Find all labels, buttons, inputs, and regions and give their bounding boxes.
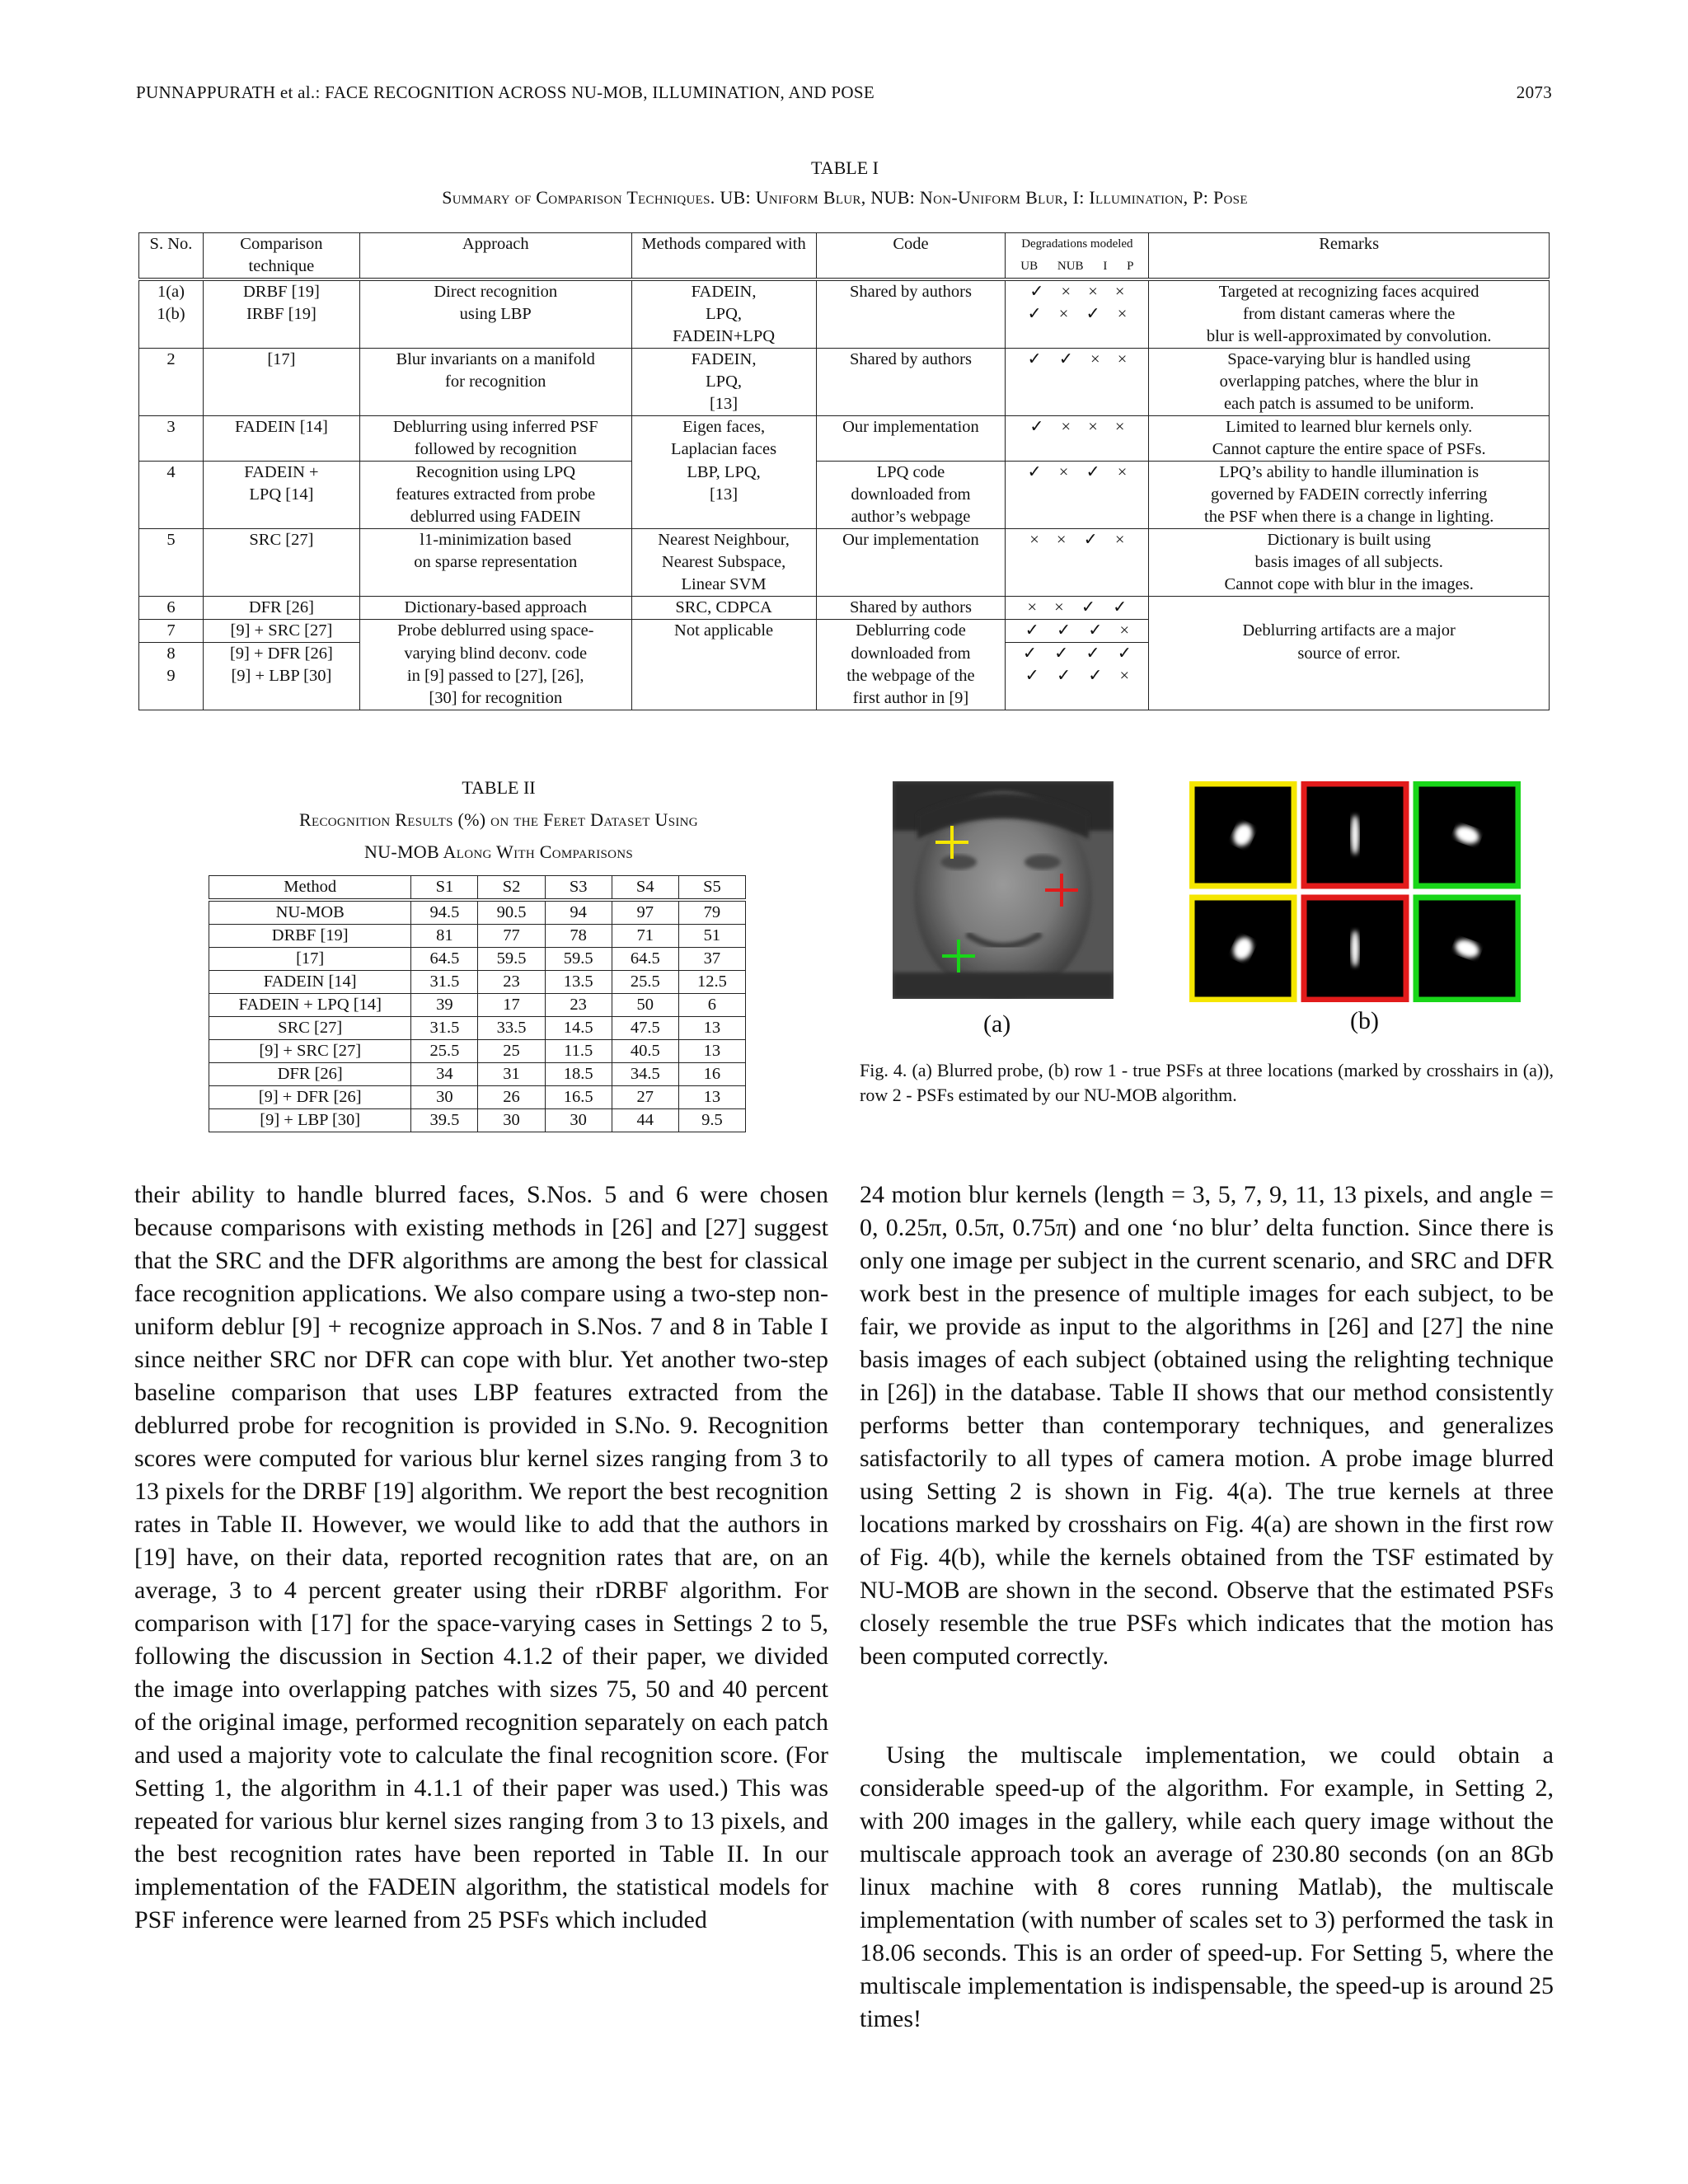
table1-container [138,232,1550,710]
cell-degradations [1006,620,1149,643]
table2-value-cell: 47.5 [612,1017,678,1040]
cell-remarks-text: Dictionary is built using basis images of all subjects. Cannot cope with blur in the images. [1224,531,1474,593]
psf-estimated-green [1416,898,1518,1000]
table1-row [139,687,1550,710]
cell-remarks [1149,687,1550,710]
cell-sno-text: 1(a) 1(b) [157,283,185,323]
table2-value-cell: 64.5 [612,948,678,971]
degradation-marks: × × ✓ × [1029,531,1125,549]
table2-value-cell: 25.5 [612,971,678,994]
cell-code-text: Shared by authors [849,350,972,368]
table2-value-cell: 77 [478,925,545,948]
table2-value-cell: 17 [478,994,545,1017]
cell-technique [203,643,359,666]
figure4-caption: Fig. 4. (a) Blurred probe, (b) row 1 - true PSFs at three locations (marked by crosshairs in (a)), row 2 - PSFs estimated by our NU-MOB algorithm. [860,1060,1554,1105]
table1-row [139,643,1550,666]
table2-value-cell: 39.5 [411,1109,478,1132]
table2-col-header: S3 [545,876,612,901]
cell-code [816,279,1006,349]
table1-row [139,279,1550,349]
cell-methods-text: Not applicable [674,621,774,640]
cell-methods-text: SRC, CDPCA [675,598,772,616]
th-deg-cols [1010,255,1143,278]
cell-methods [631,687,816,710]
cell-methods [631,462,816,529]
cell-methods-text: FADEIN, LPQ, [13] [691,350,757,413]
cell-degradations [1006,597,1149,620]
table2-value-cell: 26 [478,1086,545,1109]
psf-true-red [1304,784,1406,886]
cell-sno-text: 5 [166,531,176,549]
table2-value-cell: 13 [678,1017,745,1040]
cell-remarks [1149,643,1550,666]
cell-methods [631,279,816,349]
th-technique-label: Comparison technique [240,235,323,275]
cell-degradations [1006,416,1149,462]
table2-method-cell: SRC [27] [209,1017,411,1040]
blurred-face-photo [893,781,1114,999]
cell-sno-text: 4 [166,463,176,481]
table2-row [209,1086,746,1109]
cell-degradations [1006,279,1149,349]
figure4-label-b: (b) [1350,1007,1379,1034]
table2-value-cell: 34.5 [612,1063,678,1086]
cell-code [816,687,1006,710]
table1 [138,232,1550,710]
figure4b-psf-grid [1189,781,1521,1002]
cell-remarks-text: source of error. [1297,644,1400,663]
cell-degradations [1006,643,1149,666]
table1-row [139,462,1550,529]
table2-value-cell: 94 [545,900,612,925]
cell-methods-text: LBP, LPQ, [13] [687,462,761,504]
cell-methods [631,416,816,462]
running-title: PUNNAPPURATH et al.: FACE RECOGNITION ACROSS NU-MOB, ILLUMINATION, AND POSE [136,82,874,102]
table2-method-cell: NU-MOB [209,900,411,925]
th-methods: Methods compared with [631,233,816,280]
table2-value-cell: 59.5 [545,948,612,971]
cell-code [816,416,1006,462]
right-column-para1: 24 motion blur kernels (length = 3, 5, 7, 9, 11, 13 pixels, and angle = 0, 0.25π, 0.5π, 0.75π) and one ‘no blur’ delta function. Since there is only one image per subject in the current scenario, and SRC and DFR work best in the presence of multiple images for each subject, to be fair, we provide as input to the algorithms in [26] and [27] the nine basis images of each subject (obtained using the relighting technique in [26]) in the database. Table II shows that our method consistently performs better than contemporary techniques, and generalizes satisfactorily to all types of camera motion. A probe image blurred using Setting 2 is shown in Fig. 4(a). The true kernels at three locations marked by crosshairs on Fig. 4(a) are shown in the first row of Fig. 4(b), while the kernels obtained from the TSF estimated by NU-MOB are shown in the second. Observe that the estimated PSFs closely resemble the true PSFs which indicates that the motion has been computed correctly. [860,1181,1554,1670]
running-header [136,82,1552,107]
table2-value-cell: 16.5 [545,1086,612,1109]
cell-technique-text: [17] [267,350,296,368]
table2-row [209,948,746,971]
cell-sno [139,687,204,710]
cell-technique-text: [9] + LBP [30] [231,667,332,685]
degradation-marks: × × ✓ ✓ [1027,598,1128,616]
table2-row [209,1063,746,1086]
cell-code-text: Our implementation [842,531,979,549]
table2-value-cell: 11.5 [545,1040,612,1063]
table2-row [209,971,746,994]
cell-sno-text: 9 [166,667,176,685]
table2-col-header: S4 [612,876,678,901]
table1-row [139,529,1550,597]
table2-row [209,1017,746,1040]
cell-technique [203,597,359,620]
cell-sno [139,349,204,416]
cell-sno [139,597,204,620]
cell-sno [139,529,204,597]
figure4-label-a: (a) [983,1010,1011,1038]
cell-code-text: the webpage of the [846,667,975,685]
cell-code-text: Shared by authors [849,598,972,616]
table2-value-cell: 90.5 [478,900,545,925]
crosshair-red-icon [1045,874,1078,907]
cell-remarks-text: Deblurring artifacts are a major [1242,621,1456,640]
cell-code [816,643,1006,666]
cell-remarks [1149,279,1550,349]
table2-container [209,875,746,1132]
cell-code-text: LPQ code downloaded from author’s webpage [851,463,971,526]
cell-approach-text: [30] for recognition [429,689,563,707]
table2-value-cell: 31.5 [411,1017,478,1040]
cell-code-text: Our implementation [842,418,979,436]
table2-method-cell: FADEIN + LPQ [14] [209,994,411,1017]
table2-value-cell: 13.5 [545,971,612,994]
table2-method-cell: [9] + SRC [27] [209,1040,411,1063]
cell-approach-text: varying blind deconv. code [404,644,588,663]
cell-sno [139,620,204,643]
table1-body [139,279,1550,710]
table2-col-header: S2 [478,876,545,901]
cell-remarks-text: Targeted at recognizing faces acquired from distant cameras where the blur is well-approximated by convolution. [1206,283,1492,345]
table1-row [139,416,1550,462]
cell-remarks-text: Limited to learned blur kernels only. Cannot capture the entire space of PSFs. [1212,418,1486,458]
table2-method-cell: DFR [26] [209,1063,411,1086]
cell-approach-text: Dictionary-based approach [404,598,587,616]
psf-estimated-yellow [1192,898,1294,1000]
table2-method-cell: [9] + LBP [30] [209,1109,411,1132]
degradation-marks: ✓ × × × [1029,283,1125,301]
table2-row [209,900,746,925]
cell-approach-text: Direct recognition using LBP [434,283,558,323]
table2-col-header: S5 [678,876,745,901]
cell-approach [359,620,631,643]
crosshair-green-icon [942,940,975,972]
table2-value-cell: 79 [678,900,745,925]
table2-value-cell: 14.5 [545,1017,612,1040]
th-code: Code [816,233,1006,280]
cell-methods-text: Eigen faces, Laplacian faces [671,418,777,458]
cell-approach-text: Blur invariants on a manifold for recognition [396,350,595,391]
psf-true-green [1416,784,1518,886]
table2-value-cell: 12.5 [678,971,745,994]
table2-col-header: Method [209,876,411,901]
cell-remarks [1149,529,1550,597]
table2-caption-line2: NU-MOB Along With Comparisons [363,841,634,862]
cell-technique-text: DRBF [19] IRBF [19] [242,283,320,323]
table1-caption: Summary of Comparison Techniques. UB: Uniform Blur, NUB: Non-Uniform Blur, I: Illumination, P: Pose [442,187,1248,208]
cell-approach [359,665,631,687]
table2-value-cell: 27 [612,1086,678,1109]
cell-remarks [1149,665,1550,687]
cell-technique [203,416,359,462]
cell-methods [631,665,816,687]
cell-sno-text: 3 [166,418,176,436]
cell-approach [359,349,631,416]
table1-row [139,349,1550,416]
left-column-text: their ability to handle blurred faces, S.Nos. 5 and 6 were chosen because comparisons with existing methods in [26] and [27] suggest that the SRC and the DFR algorithms are among the best for classical face recognition applications. We also compare using a two-step non-uniform deblur [9] + recognize approach in S.Nos. 7 and 8 in Table I since neither SRC nor DFR can cope with blur. Yet another two-step baseline comparison that uses LBP features extracted from the deblurred probe for recognition is provided in S.No. 9. Recognition scores were computed for various blur kernel sizes ranging from 3 to 13 pixels for the DRBF [19] algorithm. We report the best recognition rates in Table II. However, we would like to add that the authors in [19] have, on their data, reported recognition rates that are, on an average, 3 to 4 percent greater using their rDRBF algorithm. For comparison with [17] for the space-varying cases in Settings 2 to 5, following the discussion in Section 4.1.2 of their paper, we divided the image into overlapping patches with sizes 75, 50 and 40 percent of the original image, performed recognition separately on each patch and used a majority vote to calculate the final recognition score. (For Setting 1, the algorithm in 4.1.1 of their paper was used.) This was repeated for various blur kernel sizes ranging from 3 to 13 pixels, and the best recognition rates have been reported in Table II. In our implementation of the FADEIN algorithm, the statistical models for PSF inference were learned from 25 PSFs which included [134,1181,828,1933]
cell-code-text: Deblurring code [856,621,966,640]
cell-code [816,462,1006,529]
cell-sno-text: 6 [166,598,176,616]
table2-value-cell: 25.5 [411,1040,478,1063]
table2-row [209,1040,746,1063]
table2-value-cell: 71 [612,925,678,948]
table2-body [209,900,746,1132]
table2-value-cell: 30 [545,1109,612,1132]
table2-value-cell: 16 [678,1063,745,1086]
cell-degradations [1006,687,1149,710]
th-sno [139,233,204,280]
cell-approach [359,529,631,597]
table2-caption-line1: Recognition Results (%) on the Feret Dataset Using [299,809,698,830]
table2-value-cell: 51 [678,925,745,948]
cell-methods [631,597,816,620]
cell-technique-text: DFR [26] [248,598,314,616]
cell-code [816,665,1006,687]
cell-approach-text: in [9] passed to [27], [26], [406,667,584,685]
cell-sno [139,462,204,529]
psf-true-yellow [1192,784,1294,886]
cell-approach [359,643,631,666]
cell-methods-text: Nearest Neighbour, Nearest Subspace, Linear SVM [658,531,790,593]
cell-code-text: downloaded from [851,644,971,663]
cell-approach [359,279,631,349]
table2-caption-block [136,771,861,868]
table2-value-cell: 50 [612,994,678,1017]
cell-remarks-text: LPQ’s ability to handle illumination is governed by FADEIN correctly inferring the PSF when there is a change in lighting. [1204,463,1494,526]
table2-value-cell: 18.5 [545,1063,612,1086]
cell-technique [203,462,359,529]
table2-value-cell: 9.5 [678,1109,745,1132]
cell-code [816,349,1006,416]
th-sno-label: S. No. [149,235,193,253]
cell-sno [139,416,204,462]
th-deg-i: I [1103,260,1108,273]
cell-approach [359,416,631,462]
cell-methods [631,620,816,643]
cell-technique-text: FADEIN [14] [234,418,328,436]
cell-approach-text: Recognition using LPQ features extracted from probe deblurred using FADEIN [396,463,596,526]
th-technique [203,233,359,280]
table2-method-cell: [17] [209,948,411,971]
degradation-marks: ✓ × ✓ × [1027,305,1128,323]
cell-code-text: Shared by authors [849,283,972,301]
cell-sno-text: 2 [166,350,176,368]
table2-value-cell: 81 [411,925,478,948]
cell-technique [203,665,359,687]
table2-value-cell: 97 [612,900,678,925]
table1-row [139,620,1550,643]
cell-methods [631,643,816,666]
th-degradations [1006,233,1149,280]
cell-remarks [1149,462,1550,529]
cell-sno [139,665,204,687]
cell-sno [139,643,204,666]
table2-value-cell: 30 [411,1086,478,1109]
cell-technique-text: [9] + DFR [26] [229,644,333,663]
table1-label: TABLE I [811,157,879,178]
cell-technique [203,529,359,597]
cell-degradations [1006,529,1149,597]
table2-row [209,994,746,1017]
cell-code [816,529,1006,597]
cell-remarks [1149,597,1550,620]
th-deg-ub: UB [1020,260,1039,273]
degradation-marks: ✓ ✓ ✓ × [1025,667,1130,685]
cell-approach-text: Probe deblurred using space- [396,621,594,640]
cell-code [816,597,1006,620]
table2-value-cell: 13 [678,1086,745,1109]
psf-estimated-red [1304,898,1406,1000]
th-remarks: Remarks [1149,233,1550,280]
table2-value-cell: 40.5 [612,1040,678,1063]
cell-approach-text: l1-minimization based on sparse representation [414,531,578,571]
cell-methods [631,529,816,597]
table2-value-cell: 23 [478,971,545,994]
table2-value-cell: 31.5 [411,971,478,994]
table2-value-cell: 6 [678,994,745,1017]
table2-method-cell: FADEIN [14] [209,971,411,994]
table2-row [209,925,746,948]
table2-method-cell: [9] + DFR [26] [209,1086,411,1109]
table2-value-cell: 78 [545,925,612,948]
table2-row [209,1109,746,1132]
table2-value-cell: 13 [678,1040,745,1063]
table2-method-cell: DRBF [19] [209,925,411,948]
degradation-marks: ✓ ✓ × × [1027,350,1128,368]
degradation-marks: ✓ ✓ ✓ × [1025,621,1130,640]
cell-approach [359,597,631,620]
page-number: 2073 [1516,82,1552,102]
table2-value-cell: 94.5 [411,900,478,925]
table2-value-cell: 39 [411,994,478,1017]
right-column-para2: Using the multiscale implementation, we could obtain a considerable speed-up of the algorithm. For example, in Setting 2, with 200 images in the gallery, while each query image without the multiscale approach took an average of 230.80 seconds (on an 8Gb linux machine with 8 cores running Matlab), the multiscale implementation (with number of scales set to 3) performed the task in 18.06 seconds. This is an order of speed-up. For Setting 5, where the multiscale implementation is indispensable, the speed-up is around 25 times! [860,1741,1554,2032]
th-deg-nub: NUB [1057,260,1084,273]
degradation-marks: ✓ × ✓ × [1027,463,1128,481]
table2-value-cell: 23 [545,994,612,1017]
cell-degradations [1006,462,1149,529]
cell-approach [359,462,631,529]
psf-grid-svg [1189,781,1521,1002]
table1-row [139,597,1550,620]
th-deg-p: P [1127,260,1134,273]
cell-technique [203,279,359,349]
cell-technique [203,349,359,416]
table1-caption-block [136,153,1554,213]
cell-remarks-text: Space-varying blur is handled using overlapping patches, where the blur in each patch is assumed to be uniform. [1219,350,1479,413]
table2-value-cell: 34 [411,1063,478,1086]
degradation-marks: ✓ ✓ ✓ ✓ [1022,644,1132,663]
cell-technique [203,687,359,710]
cell-degradations [1006,665,1149,687]
cell-approach-text: Deblurring using inferred PSF followed by recognition [392,418,598,458]
cell-technique-text: SRC [27] [249,531,314,549]
cell-degradations [1006,349,1149,416]
cell-methods [631,349,816,416]
cell-approach [359,687,631,710]
cell-technique-text: FADEIN + LPQ [14] [244,463,319,504]
cell-remarks [1149,416,1550,462]
table2-value-cell: 64.5 [411,948,478,971]
table2-value-cell: 30 [478,1109,545,1132]
table2-label: TABLE II [462,777,536,798]
cell-methods-text: FADEIN, LPQ, FADEIN+LPQ [673,283,776,345]
cell-technique [203,620,359,643]
cell-remarks [1149,620,1550,643]
th-approach: Approach [359,233,631,280]
table1-row [139,665,1550,687]
cell-sno [139,279,204,349]
table2-value-cell: 25 [478,1040,545,1063]
table2-value-cell: 33.5 [478,1017,545,1040]
table2-header-row [209,876,746,901]
cell-technique-text: [9] + SRC [27] [230,621,333,640]
cell-sno-text: 8 [166,644,176,663]
crosshair-yellow-icon [935,826,968,859]
table2 [209,875,746,1132]
cell-sno-text: 7 [166,621,176,640]
cell-remarks [1149,349,1550,416]
table2-value-cell: 59.5 [478,948,545,971]
th-degradations-label: Degradations modeled [1021,237,1133,251]
table2-value-cell: 44 [612,1109,678,1132]
cell-code-text: first author in [9] [852,689,969,707]
cell-code [816,620,1006,643]
degradation-marks: ✓ × × × [1029,418,1125,436]
figure4a-probe-image [893,781,1114,999]
table2-value-cell: 37 [678,948,745,971]
table2-value-cell: 31 [478,1063,545,1086]
table2-col-header: S1 [411,876,478,901]
